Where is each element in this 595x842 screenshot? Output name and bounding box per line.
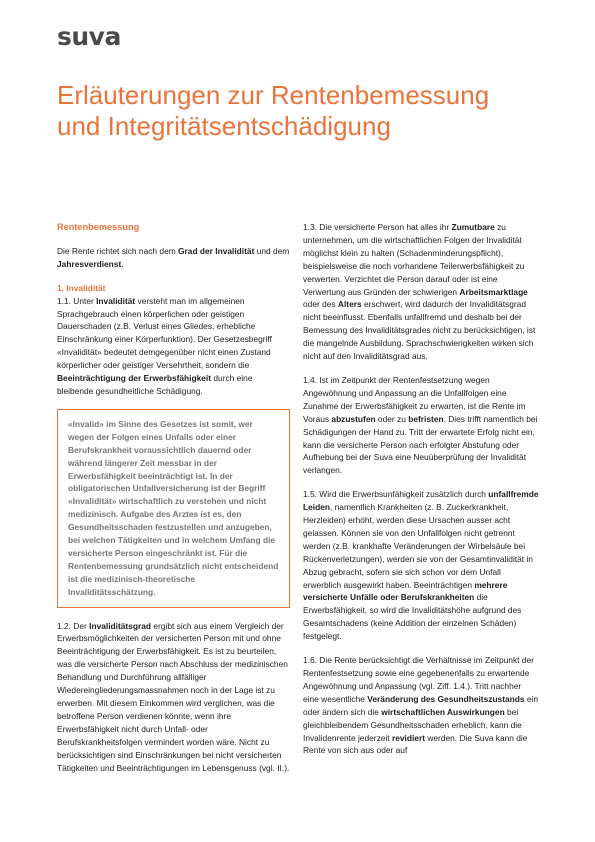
bold-text: Invaliditätsgrad <box>89 620 152 631</box>
text: und dem <box>254 245 290 256</box>
bold-text: Arbeitsmarktlage <box>459 286 528 297</box>
bold-text: befristen <box>408 413 444 424</box>
highlight-box: «Invalid» im Sinne des Gesetzes ist somit, wer wegen der Folgen eines Unfalls oder einer Berufskrankheit voraussichtlich dauernd oder während längerer Zeit messbar in der Erwerbsfähigkeit beeinträchtigt ist. In der obligatorischen Unfallversicherung ist der Begriff «Invalidität» wirtschaftlich zu verstehen und nicht medizinisch. Aufgabe des Arztes ist es, den Gesundheitsschaden festzustellen und anzugeben, bei welchen Tätigkeiten und in welchem Umfang die versicherte Person eingeschränkt ist. Für die Rentenbemessung grundsätzlich nicht entscheidend ist die medizinisch-theoretische Invaliditätsschätzung. <box>57 409 290 608</box>
paragraph-1-3 <box>303 221 539 363</box>
bold-text: abzustufen <box>331 413 376 424</box>
bold-text: Veränderung des Gesundheitszustands <box>367 693 525 704</box>
text: 1.5. Wird die Erwerbsunfähigkeit zusätzlich durch <box>303 489 489 500</box>
text: ein oder ändern sich die <box>303 693 539 717</box>
bold-text: unfallfremde Leiden <box>303 489 539 513</box>
text: 1.2. Der <box>57 620 90 631</box>
paragraph-1-4 <box>303 374 539 477</box>
text: durch eine bleibende gesundheitliche Schädigung. <box>57 373 253 396</box>
bold-text: revidiert <box>391 732 425 743</box>
bold-text: Zumutbare <box>451 222 495 232</box>
text: 1.4. Ist im Zeitpunkt der Rentenfestsetzung wegen Angewöhnung und Anpassung an die Unfallfolgen eine Zunahme der Erwerbsfähigkeit zu erwarten, ist die Rente im Voraus <box>303 374 526 424</box>
text: 1.6. Die Rente berücksichtigt die Verhältnisse im Zeitpunkt der Rentenfestsetzung sowie eine gegebenenfalls zu erwartende Angewöhnung und Anpassung (vgl. Ziff. 1.4.). Tritt nachher eine wesentliche <box>303 655 534 704</box>
subsection-heading-invaliditaet: 1. Invalidität <box>57 282 106 293</box>
text: . <box>121 258 124 269</box>
title-line-1: Erläuterungen zur Rentenbemessung <box>57 80 490 110</box>
bold-text: Grad der Invalidität <box>178 245 255 256</box>
bold-text: Invalidität <box>96 295 136 306</box>
page-title <box>57 80 557 142</box>
bold-text: wirtschaftlichen Auswirkungen <box>381 706 505 717</box>
text: bei gleichbleibendem Gesundheitsschaden erheblich, kann die Invalidenrente jederzeit <box>303 706 522 743</box>
paragraph-1-5 <box>303 488 539 643</box>
text: zu unternehmen, um die wirtschaftlichen Folgen der Invalidität möglichst klein zu halten (Schadenminderungspflicht), beispielsweise die noch vorhandene Teilerwerbsfähigkeit zu verwerten. Verzichtet die Person darauf oder ist eine Verwertung aus Gründen der schwierigen <box>303 222 525 297</box>
text: versteht man im allgemeinen Sprachgebrauch einen körperlichen oder geistigen Dauerschaden (z.B. Verlust eines Gliedes, erhebliche Einschränkung einer Körperfunktion). Der Gesetzesbegriff «Invalidität» bedeutet demgegenüber nicht einen Zustand körperlicher oder geistiger Versehrtheit, sondern die <box>57 295 272 371</box>
bold-text: Alters <box>337 299 362 310</box>
section-heading: Rentenbemessung <box>57 222 140 232</box>
paragraph-1-2 <box>57 620 290 775</box>
left-column <box>57 221 290 774</box>
title-line-2: und Integritätsentschädigung <box>57 111 391 141</box>
text: erschwert, wird dadurch der Invaliditätsgrad nicht beeinflusst. Ebenfalls unfallfremd und deshalb bei der Bemessung des Invaliditätsgrades nicht zu berücksichtigen, ist die mangelnde Ausbildung. Sprachschwierigkeiten wirken sich nicht auf den Invaliditätsgrad aus. <box>303 299 536 362</box>
text: . Dies trifft namentlich bei Schädigungen der Hand zu. Tritt der erwartete Erfolg nicht ein, kann die versicherte Person nach erfolgter Abstufung oder Aufhebung bei der Suva eine Neuüberprüfung der Invalidität verlangen. <box>303 413 538 476</box>
text: ergibt sich aus einem Vergleich der Erwerbsmöglichkeiten der versicherten Person mit und ohne Beeinträchtigung der Erwerbsfähigkeit. Es ist zu beurteilen, was die versicherte Person nach Abschluss der medizinischen Behandlung und Durchführung allfälliger Wiedereingliederungsmassnahmen noch in der Lage ist zu erwerben. Mit diesem Einkommen wird verglichen, was die betroffene Person verdienen könnte, wenn ihre Erwerbsfähigkeit nicht durch Unfall- oder Berufskrankheitsfolgen vermindert worden wäre. Nicht zu berücksichtigen sind Einschränkungen bei nicht versicherten Tätigkeiten und Beeinträchtigungen im Lebensgenuss (vgl. II.). <box>57 620 290 773</box>
paragraph-1-1 <box>57 295 290 398</box>
paragraph-1-6 <box>303 654 539 757</box>
text: Die Rente richtet sich nach dem <box>57 245 179 256</box>
text: oder zu <box>375 413 409 424</box>
text: oder des <box>303 299 338 310</box>
text: werden. Die Suva kann die Rente von sich aus oder auf <box>303 732 528 756</box>
text: , namentlich Krankheiten (z. B. Zuckerkrankheit, Herzleiden) erhöht, werden diese Ursachen ausser acht gelassen. Können sie von den Unfallfolgen nicht getrennt werden (z.B. krankhafte Veränderungen der Wirbelsäule bei Rückenverletzungen), werden sie von der Gesamtinvalidität in Abzug gebracht, sofern sie sich schon vor dem Unfall erwerblich ausgewirkt haben. Beeinträchtigen <box>303 502 533 590</box>
bold-text: Beeinträchtigung der Erwerbsfähigkeit <box>57 373 212 384</box>
text: 1.3. Die versicherte Person hat alles ihr <box>303 222 452 232</box>
text: 1.1. Unter <box>57 295 97 306</box>
text: die Erwerbsfähigkeit, so wird die Invaliditätshöhe aufgrund des Gesamtschadens (keine Addition der einzelnen Schäden) festgelegt. <box>303 592 522 642</box>
suva-logo: suva <box>57 22 121 51</box>
right-column <box>303 221 539 757</box>
intro-paragraph <box>57 245 290 271</box>
bold-text: Jahresverdienst <box>57 258 122 269</box>
bold-text: mehrere versicherte Unfälle oder Berufskrankheiten <box>303 579 508 603</box>
